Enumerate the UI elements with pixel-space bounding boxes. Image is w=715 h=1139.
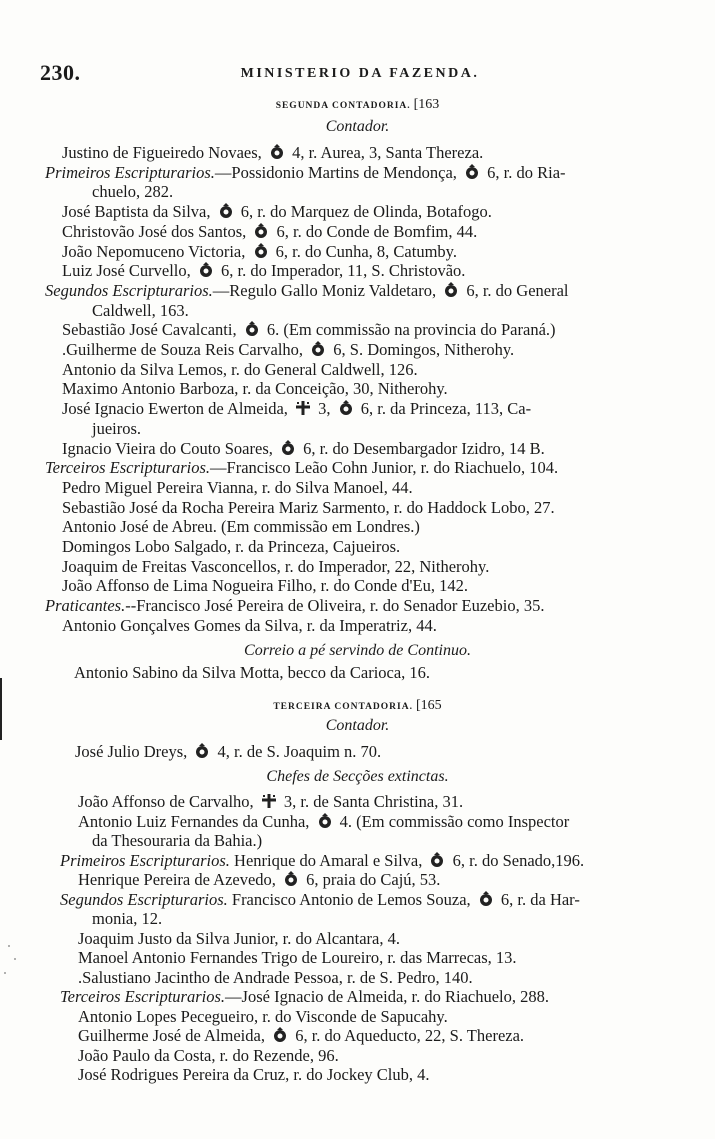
list-item xyxy=(78,1026,524,1046)
list-item xyxy=(62,576,468,596)
medal-icon xyxy=(197,262,215,278)
category-label: Terceiros Escripturarios. xyxy=(60,987,226,1006)
medal-icon xyxy=(477,891,495,907)
list-item xyxy=(62,222,477,242)
medal-icon xyxy=(271,1027,289,1043)
entry-text-rest: 6, r. do Senado,196. xyxy=(448,850,585,870)
entry-text: Pedro Miguel Pereira Vianna, r. do Silva Manoel, 44. xyxy=(62,477,413,497)
list-item xyxy=(62,616,437,636)
cross-icon xyxy=(260,793,278,809)
entry-text: Justino de Figueiredo Novaes, xyxy=(62,143,266,162)
entry-text: --Francisco José Pereira de Oliveira, r. do Senador Euzebio, 35. xyxy=(125,596,545,616)
medal-icon xyxy=(309,341,327,357)
chefes-subheading: Chefes de Secções extinctas. xyxy=(266,768,449,785)
entry-text: monia, 12. xyxy=(92,909,163,928)
cross-icon xyxy=(294,400,312,416)
entry-text-rest: 3, xyxy=(314,399,335,419)
entry-text-rest: 6, r. do Ria- xyxy=(483,162,566,182)
medal-icon xyxy=(428,852,446,868)
speck xyxy=(4,972,6,974)
entry-text: Manoel Antonio Fernandes Trigo de Loureiro, r. das Marrecas, 13. xyxy=(78,948,517,967)
entry-text: —José Ignacio de Almeida, r. do Riachuelo, 288. xyxy=(225,987,550,1006)
correio-subheading: Correio a pé servindo de Continuo. xyxy=(244,642,471,659)
medal-icon xyxy=(252,223,270,239)
category-label: Segundos Escripturarios. xyxy=(45,280,213,300)
contador-subheading: Contador. xyxy=(325,717,390,734)
entry-text: —Possidonio Martins de Mendonça, xyxy=(214,162,462,182)
list-item xyxy=(92,831,262,851)
entry-text: João Affonso de Carvalho, xyxy=(78,792,258,811)
entry-text: Joaquim Justo da Silva Junior, r. do Alcantara, 4. xyxy=(78,928,400,948)
entry-text: José Rodrigues Pereira da Cruz, r. do Jockey Club, 4. xyxy=(78,1065,430,1084)
list-item xyxy=(78,812,569,832)
entry-text: Antonio José de Abreu. (Em commissão em Londres.) xyxy=(62,517,420,537)
medal-icon xyxy=(217,203,235,219)
entry-text-rest: 6, r. do Imperador, 11, S. Christovão. xyxy=(216,261,466,281)
list-item xyxy=(78,792,463,812)
margin-mark xyxy=(0,678,2,740)
entry-text-rest: 6, r. do Aqueducto, 22, S. Thereza. xyxy=(291,1026,525,1045)
page-title: MINISTERIO DA FAZENDA. xyxy=(240,66,480,81)
entry-text: Domingos Lobo Salgado, r. da Princeza, Cajueiros. xyxy=(62,537,401,556)
list-item xyxy=(78,968,473,988)
entry-text: chuelo, 282. xyxy=(92,182,174,202)
list-item xyxy=(62,439,545,459)
list-item xyxy=(62,379,448,399)
entry-text: Caldwell, 163. xyxy=(92,300,189,320)
list-item xyxy=(45,596,544,616)
contador-subheading: Contador. xyxy=(325,118,390,135)
entry-text-rest: 3, r. de Santa Christina, 31. xyxy=(279,792,464,811)
entry-text: João Nepomuceno Victoria, xyxy=(62,241,250,261)
entry-text: .Salustiano Jacintho de Andrade Pessoa, r. de S. Pedro, 140. xyxy=(78,967,473,987)
entry-text-rest: 6, r. da Har- xyxy=(496,889,580,909)
list-item xyxy=(92,182,173,202)
section-heading-terceira-contadoria: TERCEIRA CONTADORIA. [165 xyxy=(273,698,442,713)
medal-icon xyxy=(442,282,460,298)
entry-text: Henrique do Amaral e Silva, xyxy=(229,850,427,870)
list-item xyxy=(60,890,580,910)
list-item xyxy=(62,261,465,281)
medal-icon xyxy=(316,813,334,829)
entry-text: Francisco Antonio de Lemos Souza, xyxy=(227,889,475,909)
entry-text: Antonio Lopes Pecegueiro, r. do Visconde de Sapucahy. xyxy=(78,1006,448,1026)
entry-text-rest: 6. (Em commissão na provincia do Paraná.) xyxy=(262,320,556,340)
list-item xyxy=(62,242,457,262)
entry-text: Antonio da Silva Lemos, r. do General Caldwell, 126. xyxy=(62,359,418,379)
medal-icon xyxy=(463,164,481,180)
category-label: Primeiros Escripturarios. xyxy=(60,850,230,870)
category-label: Praticantes. xyxy=(45,596,126,616)
list-item xyxy=(62,360,418,380)
entry-text: Antonio Luiz Fernandes da Cunha, xyxy=(78,811,314,831)
entry-text: Henrique Pereira de Azevedo, xyxy=(78,870,281,889)
list-item xyxy=(62,399,531,419)
list-item xyxy=(62,202,492,222)
list-item xyxy=(78,1046,339,1066)
entry-text: João Paulo da Costa, r. do Rezende, 96. xyxy=(78,1045,339,1065)
list-item xyxy=(62,143,483,163)
list-item xyxy=(62,537,400,557)
page-reference: [165 xyxy=(415,698,442,713)
entry-text: .Guilherme de Souza Reis Carvalho, xyxy=(62,340,308,359)
list-item xyxy=(92,909,162,929)
entry-text-rest: 6, r. do Cunha, 8, Catumby. xyxy=(271,241,457,261)
list-item xyxy=(62,340,514,360)
medal-icon xyxy=(268,144,286,160)
entry-text: Sebastião José Cavalcanti, xyxy=(62,320,241,340)
medal-icon xyxy=(243,321,261,337)
medal-icon xyxy=(337,400,355,416)
page-number: 230. xyxy=(40,60,81,85)
category-label: Terceiros Escripturarios. xyxy=(45,458,211,478)
list-item xyxy=(45,458,558,478)
speck xyxy=(8,945,10,947)
entry-text: jueiros. xyxy=(92,418,142,438)
entry-text: —Francisco Leão Cohn Junior, r. do Riachuelo, 104. xyxy=(210,458,559,478)
entry-text-rest: 6, S. Domingos, Nitherohy. xyxy=(329,340,515,359)
entry-text: José Ignacio Ewerton de Almeida, xyxy=(62,399,293,419)
medal-icon xyxy=(279,440,297,456)
list-item xyxy=(78,1065,429,1085)
medal-icon xyxy=(193,743,211,759)
list-item xyxy=(78,1007,448,1027)
list-item xyxy=(62,557,489,577)
category-label: Segundos Escripturarios. xyxy=(60,889,228,909)
entry-text-rest: 6, praia do Cajú, 53. xyxy=(302,870,441,889)
entry-text-rest: 4. (Em commissão como Inspector xyxy=(335,811,570,831)
section-heading-segunda-contadoria: SEGUNDA CONTADORIA. [163 xyxy=(275,97,440,112)
entry-text: Joaquim de Freitas Vasconcellos, r. do Imperador, 22, Nitherohy. xyxy=(62,556,490,576)
speck xyxy=(14,958,16,960)
entry-text: —Regulo Gallo Moniz Valdetaro, xyxy=(212,280,441,300)
medal-icon xyxy=(252,243,270,259)
list-item xyxy=(45,281,569,301)
entry-text: Christovão José dos Santos, xyxy=(62,221,251,241)
list-item xyxy=(45,163,566,183)
entry-text-rest: 6, r. do Desembargador Izidro, 14 B. xyxy=(299,438,545,458)
medal-icon xyxy=(282,871,300,887)
correio-entry: Antonio Sabino da Silva Motta, becco da Carioca, 16. xyxy=(74,663,431,682)
entry-text: Luiz José Curvello, xyxy=(62,261,195,281)
list-item xyxy=(78,929,400,949)
entry-text: Guilherme José de Almeida, xyxy=(78,1026,270,1045)
entry-text-rest: 6, r. do Marquez de Olinda, Botafogo. xyxy=(236,202,492,222)
entry-text: Sebastião José da Rocha Pereira Mariz Sarmento, r. do Haddock Lobo, 27. xyxy=(62,497,555,517)
entry-text-rest: 6, r. da Princeza, 113, Ca- xyxy=(356,399,532,419)
list-item xyxy=(78,870,440,890)
category-label: Primeiros Escripturarios. xyxy=(45,162,215,182)
list-item xyxy=(62,320,556,340)
list-item xyxy=(62,478,413,498)
entry-text: Maximo Antonio Barboza, r. da Conceição, 30, Nitherohy. xyxy=(62,379,448,399)
entry-text-rest: 6, r. do General xyxy=(462,280,569,300)
entry-text-rest: 6, r. do Conde de Bomfim, 44. xyxy=(272,221,478,241)
list-item xyxy=(60,851,584,871)
contador-entry: José Julio Dreys, 4, r. de S. Joaquim n. 70. xyxy=(75,742,382,761)
entry-text: Antonio Gonçalves Gomes da Silva, r. da Imperatriz, 44. xyxy=(62,615,437,635)
list-item xyxy=(62,498,555,518)
entry-text: João Affonso de Lima Nogueira Filho, r. do Conde d'Eu, 142. xyxy=(62,576,468,596)
entry-text-rest: 4, r. Aurea, 3, Santa Thereza. xyxy=(287,143,484,162)
list-item xyxy=(92,301,189,321)
list-item xyxy=(62,517,420,537)
page-reference: [163 xyxy=(413,97,440,112)
list-item xyxy=(60,987,549,1007)
list-item xyxy=(92,419,141,439)
entry-text: José Baptista da Silva, xyxy=(62,202,215,222)
list-item xyxy=(78,948,517,968)
entry-text: Ignacio Vieira do Couto Soares, xyxy=(62,438,277,458)
entry-text: da Thesouraria da Bahia.) xyxy=(92,831,263,850)
